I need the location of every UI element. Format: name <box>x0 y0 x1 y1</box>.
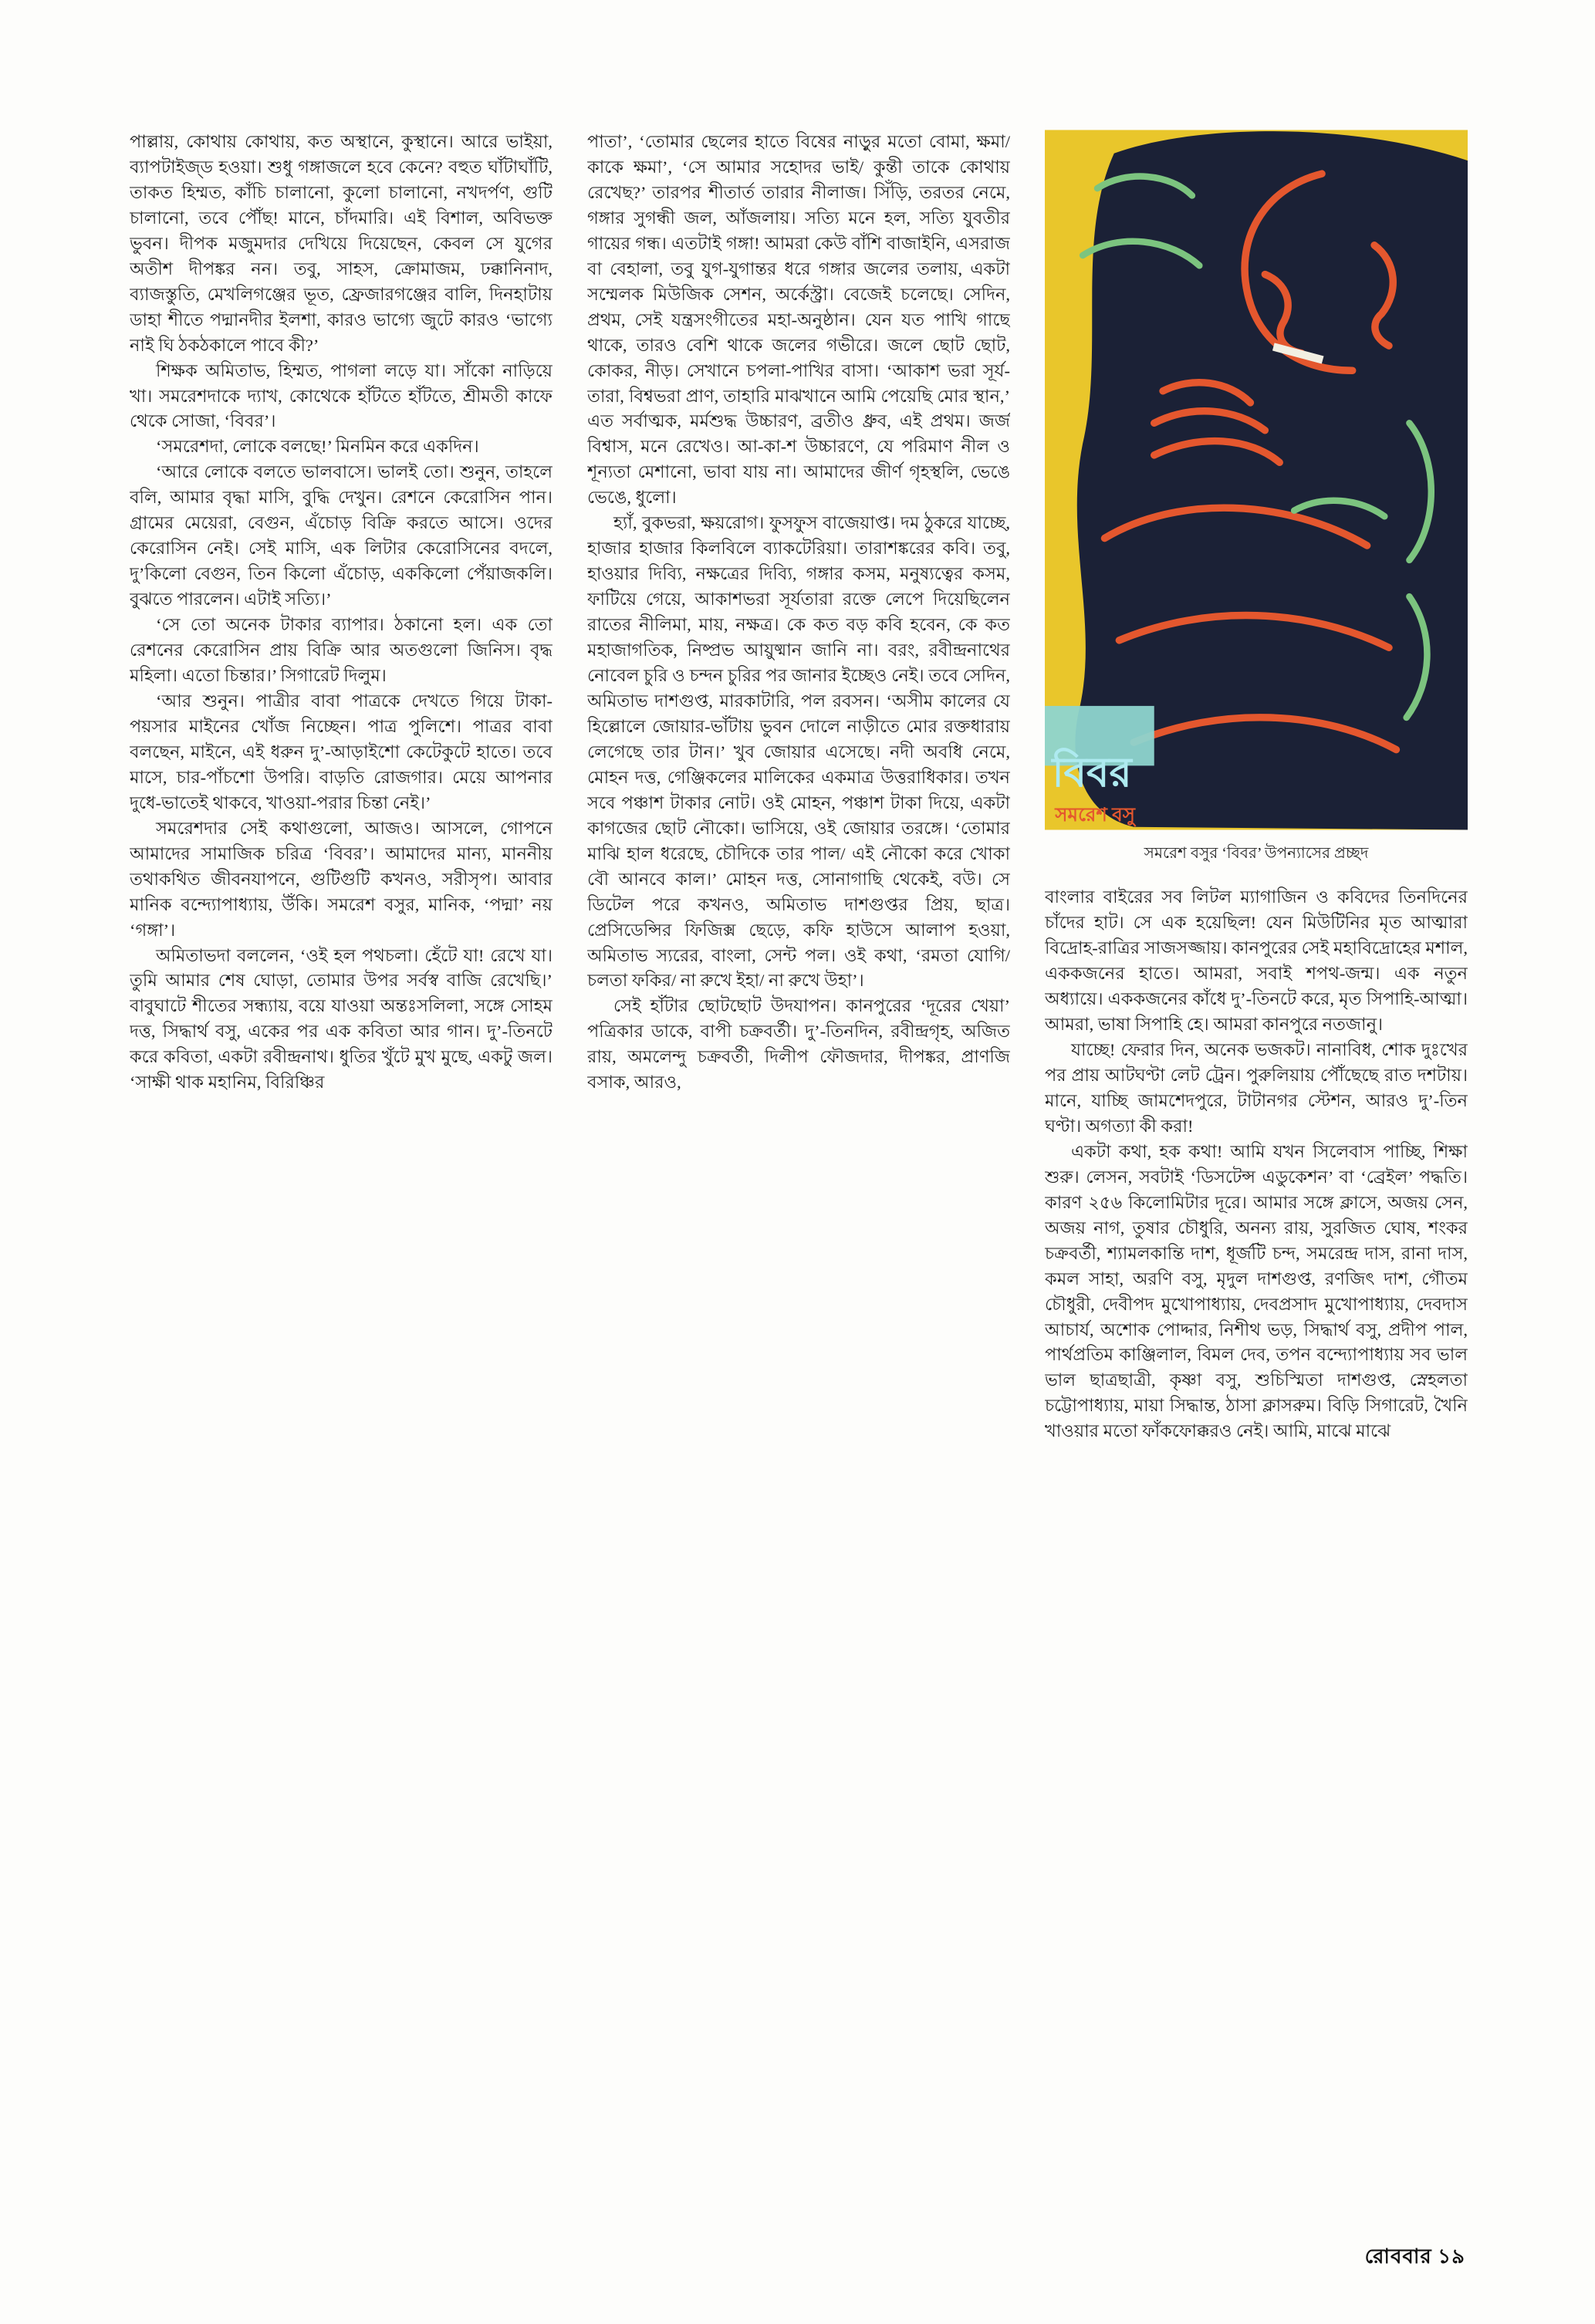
page-number: ১৯ <box>1438 2245 1465 2268</box>
column-1 <box>130 130 553 1444</box>
cover-figure <box>1045 130 1468 865</box>
paragraph: বাংলার বাইরের সব লিটল ম্যাগাজিন ও কবিদের তিনদিনের চাঁদের হাট। সে এক হয়েছিল! যেন মিউটিনির মৃত আত্মারা বিদ্রোহ-রাত্রির সাজসজ্জায়। কানপুরের সেই মহাবিদ্রোহের মশাল, এককজনের হাতে। আমরা, সবাই শপথ-জন্ম। এক নতুন অধ্যায়ে। এককজনের কাঁধে দু’-তিনটে করে, মৃত সিপাহি-আত্মা। আমরা, ভাষা সিপাহি হে। আমরা কানপুরে নতজানু। <box>1045 887 1468 1035</box>
column-2 <box>587 130 1010 1444</box>
paragraph: ‘সে তো অনেক টাকার ব্যাপার। ঠকানো হল। এক তো রেশনের কেরোসিন প্রায় বিক্রি আর অতগুলো জিনিস। বৃদ্ধ মহিলা। এতো চিন্তার।’ সিগারেট দিলুম। <box>130 615 553 686</box>
paragraph: পাতা’, ‘তোমার ছেলের হাতে বিষের নাড়ুর মতো বোমা, ক্ষমা/ কাকে ক্ষমা’, ‘সে আমার সহোদর ভাই/ কুন্তী তাকে কোথায় রেখেছ?’ তারপর শীতার্ত তারার নীলাজ। সিঁড়ি, তরতর নেমে, গঙ্গার সুগন্ধী জল, আঁজলায়। সত্যি মনে হল, সত্যি যুবতীর গায়ের গন্ধ। এতটাই গঙ্গা! আমরা কেউ বাঁশি বাজাইনি, এসরাজ বা বেহালা, তবু যুগ-যুগান্তর ধরে গঙ্গার জলের তলায়, একটা সম্মেলক মিউজিক সেশন, অর্কেস্ট্রা। বেজেই চলেছে। সেদিন, প্রথম, সেই যন্ত্রসংগীতের মহা-অনুষ্ঠান। যেন যত পাখি গাছে থাকে, তারও বেশি থাকে জলের গভীরে। জলে ছোট ছোট, কোকর, নীড়। সেখানে চপলা-পাখির বাসা। ‘আকাশ ভরা সূর্য-তারা, বিশ্বভরা প্রাণ, তাহারি মাঝখানে আমি পেয়েছি মোর স্থান,’ এত সর্বাত্মক, মর্মশুদ্ধ উচ্চারণ, ব্রতীও ধ্রুব, এই প্রথম। জর্জ বিশ্বাস, মনে রেখেও। আ-কা-শ উচ্চারণে, যে পরিমাণ নীল ও শূন্যতা মেশানো, ভাবা যায় না। আমাদের জীর্ণ গৃহস্থলি, ভেঙে ভেঙে, ধুলো। <box>587 132 1010 508</box>
page-footer <box>1365 2241 1465 2275</box>
cover-author-text: সমরেশ বসু <box>1055 805 1135 826</box>
paragraph: সমরেশদার সেই কথাগুলো, আজও। আসলে, গোপনে আমাদের সামাজিক চরিত্র ‘বিবর’। আমাদের মান্য, মাননীয় তথাকথিত জীবনযাপনে, গুটিগুটি কখনও, সরীসৃপ। আবার মানিক বন্দ্যোপাধ্যায়, উঁকি। সমরেশ বসুর, মানিক, ‘পদ্মা’ নয় ‘গঙ্গা’। <box>130 818 553 940</box>
paragraph: শিক্ষক অমিতাভ, হিম্মত, পাগলা লড়ে যা। সাঁকো নাড়িয়ে খা। সমরেশদাকে দ্যাখ, কোথেকে হাঁটতে হাঁটতে, শ্রীমতী কাফে থেকে সোজা, ‘বিবর’। <box>130 360 553 431</box>
column-3-text <box>1045 885 1468 1444</box>
cover-title-text: বিবর <box>1052 750 1132 795</box>
paragraph: ‘আর শুনুন। পাত্রীর বাবা পাত্রকে দেখতে গিয়ে টাকা-পয়সার মাইনের খোঁজ নিচ্ছেন। পাত্র পুলিশে। পাত্রর বাবা বলছেন, মাইনে, এই ধরুন দু’-আড়াইশো কেটেকুটে হাতে। তবে মাসে, চার-পাঁচশো উপরি। বাড়তি রোজগার। মেয়ে আপনার দুধে-ভাতেই থাকবে, খাওয়া-পরার চিন্তা নেই।’ <box>130 691 553 812</box>
cover-caption: সমরেশ বসুর ‘বিবর’ উপন্যাসের প্রচ্ছদ <box>1144 845 1369 862</box>
paragraph: ‘আরে লোকে বলতে ভালবাসে। ভালই তো। শুনুন, তাহলে বলি, আমার বৃদ্ধা মাসি, বুদ্ধি দেখুন। রেশনে কেরোসিন পান। গ্রামের মেয়েরা, বেগুন, এঁচোড় বিক্রি করতে আসে। ওদের কেরোসিন নেই। সেই মাসি, এক লিটার কেরোসিনের বদলে, দু’কিলো বেগুন, তিন কিলো এঁচোড়, এককিলো পেঁয়াজকলি। বুঝতে পারলেন। এটাই সত্যি।’ <box>130 462 553 610</box>
paragraph: সেই হাঁটার ছোটছোট উদযাপন। কানপুরের ‘দূরের খেয়া’ পত্রিকার ডাকে, বাপী চক্রবর্তী। দু’-তিনদিন, রবীন্দ্রগৃহ, অজিত রায়, অমলেন্দু চক্রবর্তী, দিলীপ ফৌজদার, দীপঙ্কর, প্রাণজি বসাক, আরও, <box>587 996 1010 1093</box>
paragraph: যাচ্ছে! ফেরার দিন, অনেক ভজকট। নানাবিধ, শোক দুঃখের পর প্রায় আটঘণ্টা লেট ট্রেন। পুরুলিয়ায় পৌঁছেছে রাত দশটায়। মানে, যাচ্ছি জামশেদপুরে, টাটানগর স্টেশন, আরও দু’-তিন ঘণ্টা। অগত্যা কী করা! <box>1045 1040 1468 1136</box>
paragraph: পাল্লায়, কোথায় কোথায়, কত অস্থানে, কুস্থানে। আরে ভাইয়া, ব্যাপটাইজ্‌ড হওয়া। শুধু গঙ্গাজলে হবে কেনে? বহুত ঘাঁটাঘাঁটি, তাকত হিম্মত, কাঁচি চালানো, কুলো চালানো, নখদর্পণ, গুটি চালানো, তবে পৌঁছ! মানে, চাঁদমারি। এই বিশাল, অবিভক্ত ভুবন। দীপক মজুমদার দেখিয়ে দিয়েছেন, কেবল সে যুগের অতীশ দীপঙ্কর নন। তবু, সাহস, ক্রোমাজম, ঢক্কানিনাদ, ব্যাজস্তুতি, মেখলিগঞ্জের ভূত, ফ্রেজারগঞ্জের বালি, দিনহাটায় ডাহা শীতে পদ্মানদীর ইলশা, কারও ভাগ্যে জুটে কারও ‘ভাগ্যে নাই ঘি ঠকঠকালে পাবে কী?’ <box>130 132 553 355</box>
column-3 <box>1045 130 1468 1444</box>
paragraph: অমিতাভদা বললেন, ‘ওই হল পথচলা। হেঁটে যা! রেখে যা। তুমি আমার শেষ ঘোড়া, তোমার উপর সর্বস্ব বাজি রেখেছি।’ বাবুঘাটে শীতের সন্ধ্যায়, বয়ে যাওয়া অন্তঃসলিলা, সঙ্গে সোহম দত্ত, সিদ্ধার্থ বসু, একের পর এক কবিতা আর গান। দু’-তিনটে করে কবিতা, একটা রবীন্দ্রনাথ। ধুতির খুঁটে মুখ মুছে, একটু জল। ‘সাক্ষী থাক মহানিম, বিরিঞ্চির <box>130 945 553 1093</box>
paragraph: ‘সমরেশদা, লোকে বলছে!’ মিনমিন করে একদিন। <box>156 437 479 457</box>
paragraph: একটা কথা, হক কথা! আমি যখন সিলেবাস পাচ্ছি, শিক্ষা শুরু। লেসন, সবটাই ‘ডিসটেন্স এডুকেশন’ বা ‘ব্রেইল’ পদ্ধতি। কারণ ২৫৬ কিলোমিটার দূরে। আমার সঙ্গে ক্লাসে, অজয় সেন, অজয় নাগ, তুষার চৌধুরি, অনন্য রায়, সুরজিত ঘোষ, শংকর চক্রবর্তী, শ্যামলকান্তি দাশ, ধূর্জটি চন্দ, সমরেন্দ্র দাস, রানা দাস, কমল সাহা, অরণি বসু, মৃদুল দাশগুপ্ত, রণজিৎ দাশ, গৌতম চৌধুরী, দেবীপদ মুখোপাধ্যায়, দেবপ্রসাদ মুখোপাধ্যায়, দেবদাস আচার্য, অশোক পোদ্দার, নিশীথ ভড়, সিদ্ধার্থ বসু, প্রদীপ পাল, পার্থপ্রতিম কাঞ্জিলাল, বিমল দেব, তপন বন্দ্যোপাধ্যায় সব ভাল ভাল ছাত্রছাত্রী, কৃষ্ণা বসু, শুচিস্মিতা দাশগুপ্ত, স্নেহলতা চট্টোপাধ্যায়, মায়া সিদ্ধান্ত, ঠাসা ক্লাসরুম। বিড়ি সিগারেট, খৈনি খাওয়ার মতো ফাঁকফোক্করও নেই। আমি, মাঝে মাঝে <box>1045 1141 1468 1441</box>
cover-art-image <box>1045 130 1468 830</box>
magazine-name: রোববার <box>1364 2245 1432 2268</box>
paragraph: হ্যাঁ, বুকভরা, ক্ষয়রোগ। ফুসফুস বাজেয়াপ্ত। দম ঠুকরে যাচ্ছে, হাজার হাজার কিলবিলে ব্যাকটেরিয়া। তারাশঙ্করের কবি। তবু, হাওয়ার দিব্যি, নক্ষত্রের দিব্যি, গঙ্গার কসম, মনুষ্যত্বের কসম, ফাটিয়ে গেয়ে, আকাশভরা সূর্যতারা রক্তে লেপে দিয়েছিলেন রাতের নীলিমা, মায়, নক্ষত্র। কে কত বড় কবি হবেন, কে কত মহাজাগতিক, নিষ্প্রভ আয়ুষ্মান জানি না। বরং, রবীন্দ্রনাথের নোবেল চুরি ও চন্দন চুরির পর জানার ইচ্ছেও নেই। তবে সেদিন, অমিতাভ দাশগুপ্ত, মারকাটারি, পল রবসন। ‘অসীম কালের যে হিল্লোলে জোয়ার-ভাঁটায় ভুবন দোলে নাড়ীতে মোর রক্তধারায় লেগেছে তার টান।’ খুব জোয়ার এসেছে। নদী অবধি নেমে, মোহন দত্ত, গেঞ্জিকলের মালিকের একমাত্র উত্তরাধিকার। তখন সবে পঞ্চাশ টাকার নোট। ওই মোহন, পঞ্চাশ টাকা দিয়ে, একটা কাগজের ছোট নৌকো। ভাসিয়ে, ওই জোয়ার তরঙ্গে। ‘তোমার মাঝি হাল ধরেছে, চৌদিকে তার পাল/ এই নৌকো করে খোকা বৌ আনবে কাল।’ মোহন দত্ত, সোনাগাছি থেকেই, বউ। সে ডিটেল পরে কখনও, অমিতাভ দাশগুপ্তর প্রিয়, ছাত্র। প্রেসিডেন্সির ফিজিক্স ছেড়ে, কফি হাউসে আলাপ হওয়া, অমিতাভ স্যরের, বাংলা, সেন্ট পল। ওই কথা, ‘রমতা যোগি/ চলতা ফকির/ না রুখে ইহা/ না রুখে উহা’। <box>587 513 1010 991</box>
article-body <box>130 130 1468 1444</box>
